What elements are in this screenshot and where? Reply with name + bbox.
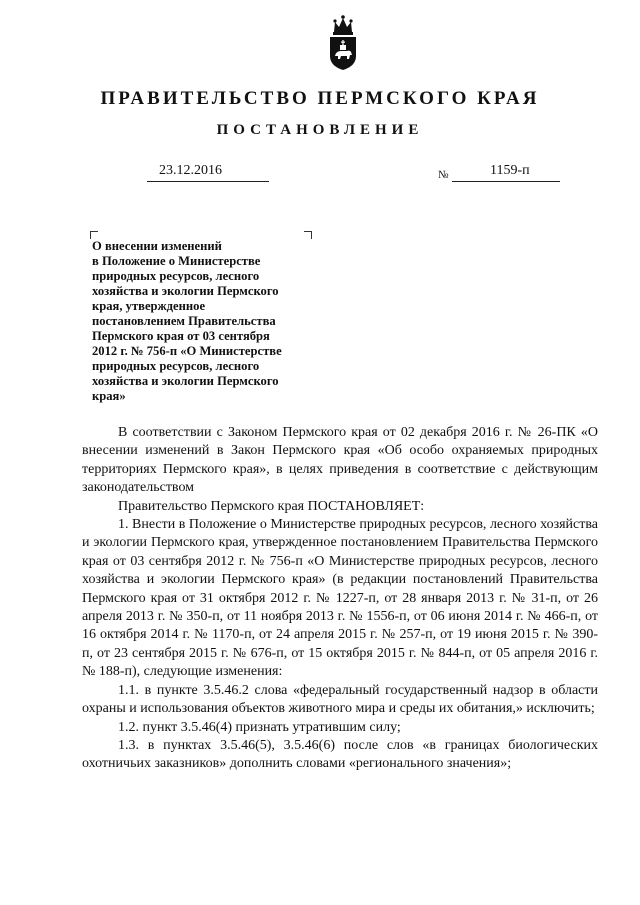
- document-heading: О внесении изменений в Положение о Министерстве природных ресурсов, лесного хозяйства и экологии Пермского края, утвержденное постановлением Правительства Пермского края от 03 сентября 2012 г. № 756-п «О Министерстве природных ресурсов, лесного хозяйства и экологии Пермского края»: [92, 239, 282, 403]
- paragraph-resolves: Правительство Пермского края ПОСТАНОВЛЯЕТ:: [118, 498, 425, 514]
- paragraph-item-1-2: 1.2. пункт 3.5.46(4) признать утратившим силу;: [118, 719, 401, 735]
- title-corner-mark-left: [90, 231, 98, 239]
- paragraph-preamble: В соответствии с Законом Пермского края от 02 декабря 2016 г. № 26-ПК «О внесении изменений в Закон Пермского края «Об особо охраняемых природных территориях Пермского края», в целях приведения в соответствие с действующим законодательством: [82, 425, 598, 496]
- number-label: №: [438, 169, 449, 181]
- document-date: 23.12.2016: [147, 163, 269, 182]
- perm-krai-coat-of-arms-icon: [327, 12, 359, 72]
- title-corner-mark-right: [304, 231, 312, 239]
- organization-title: ПРАВИТЕЛЬСТВО ПЕРМСКОГО КРАЯ: [100, 88, 540, 109]
- paragraph-item-1-1: 1.1. в пункте 3.5.46.2 слова «федеральный государственный надзор в области охраны и использования объектов животного мира и среды их обитания,» исключить;: [82, 682, 598, 717]
- document-number: 1159-п: [452, 163, 560, 182]
- paragraph-item-1-3: 1.3. в пунктах 3.5.46(5), 3.5.46(6) после слов «в границах биологических охотничьих заказников» дополнить словами «регионального значения»;: [82, 737, 598, 772]
- document-type: ПОСТАНОВЛЕНИЕ: [216, 122, 424, 138]
- paragraph-item-1: 1. Внести в Положение о Министерстве природных ресурсов, лесного хозяйства и экологии Пермского края, утвержденное постановлением Правительства Пермского края от 03 сентября 2012 г. № 756-п «О Министерстве природных ресурсов, лесного хозяйства и экологии Пермского края» (в редакции постановлений Правительства Пермского края от 31 октября 2012 г. № 1227-п, от 28 января 2013 г. № 31-п, от 26 апреля 2013 г. № 350-п, от 11 ноября 2013 г. № 1556-п, от 06 июня 2014 г. № 466-п, от 16 октября 2014 г. № 1170-п, от 24 апреля 2015 г. № 257-п, от 19 июня 2015 г. № 390-п, от 23 сентября 2015 г. № 676-п, от 15 октября 2015 г. № 844-п, от 05 апреля 2016 г. № 188-п), следующие изменения:: [82, 517, 598, 680]
- document-body: [82, 424, 598, 774]
